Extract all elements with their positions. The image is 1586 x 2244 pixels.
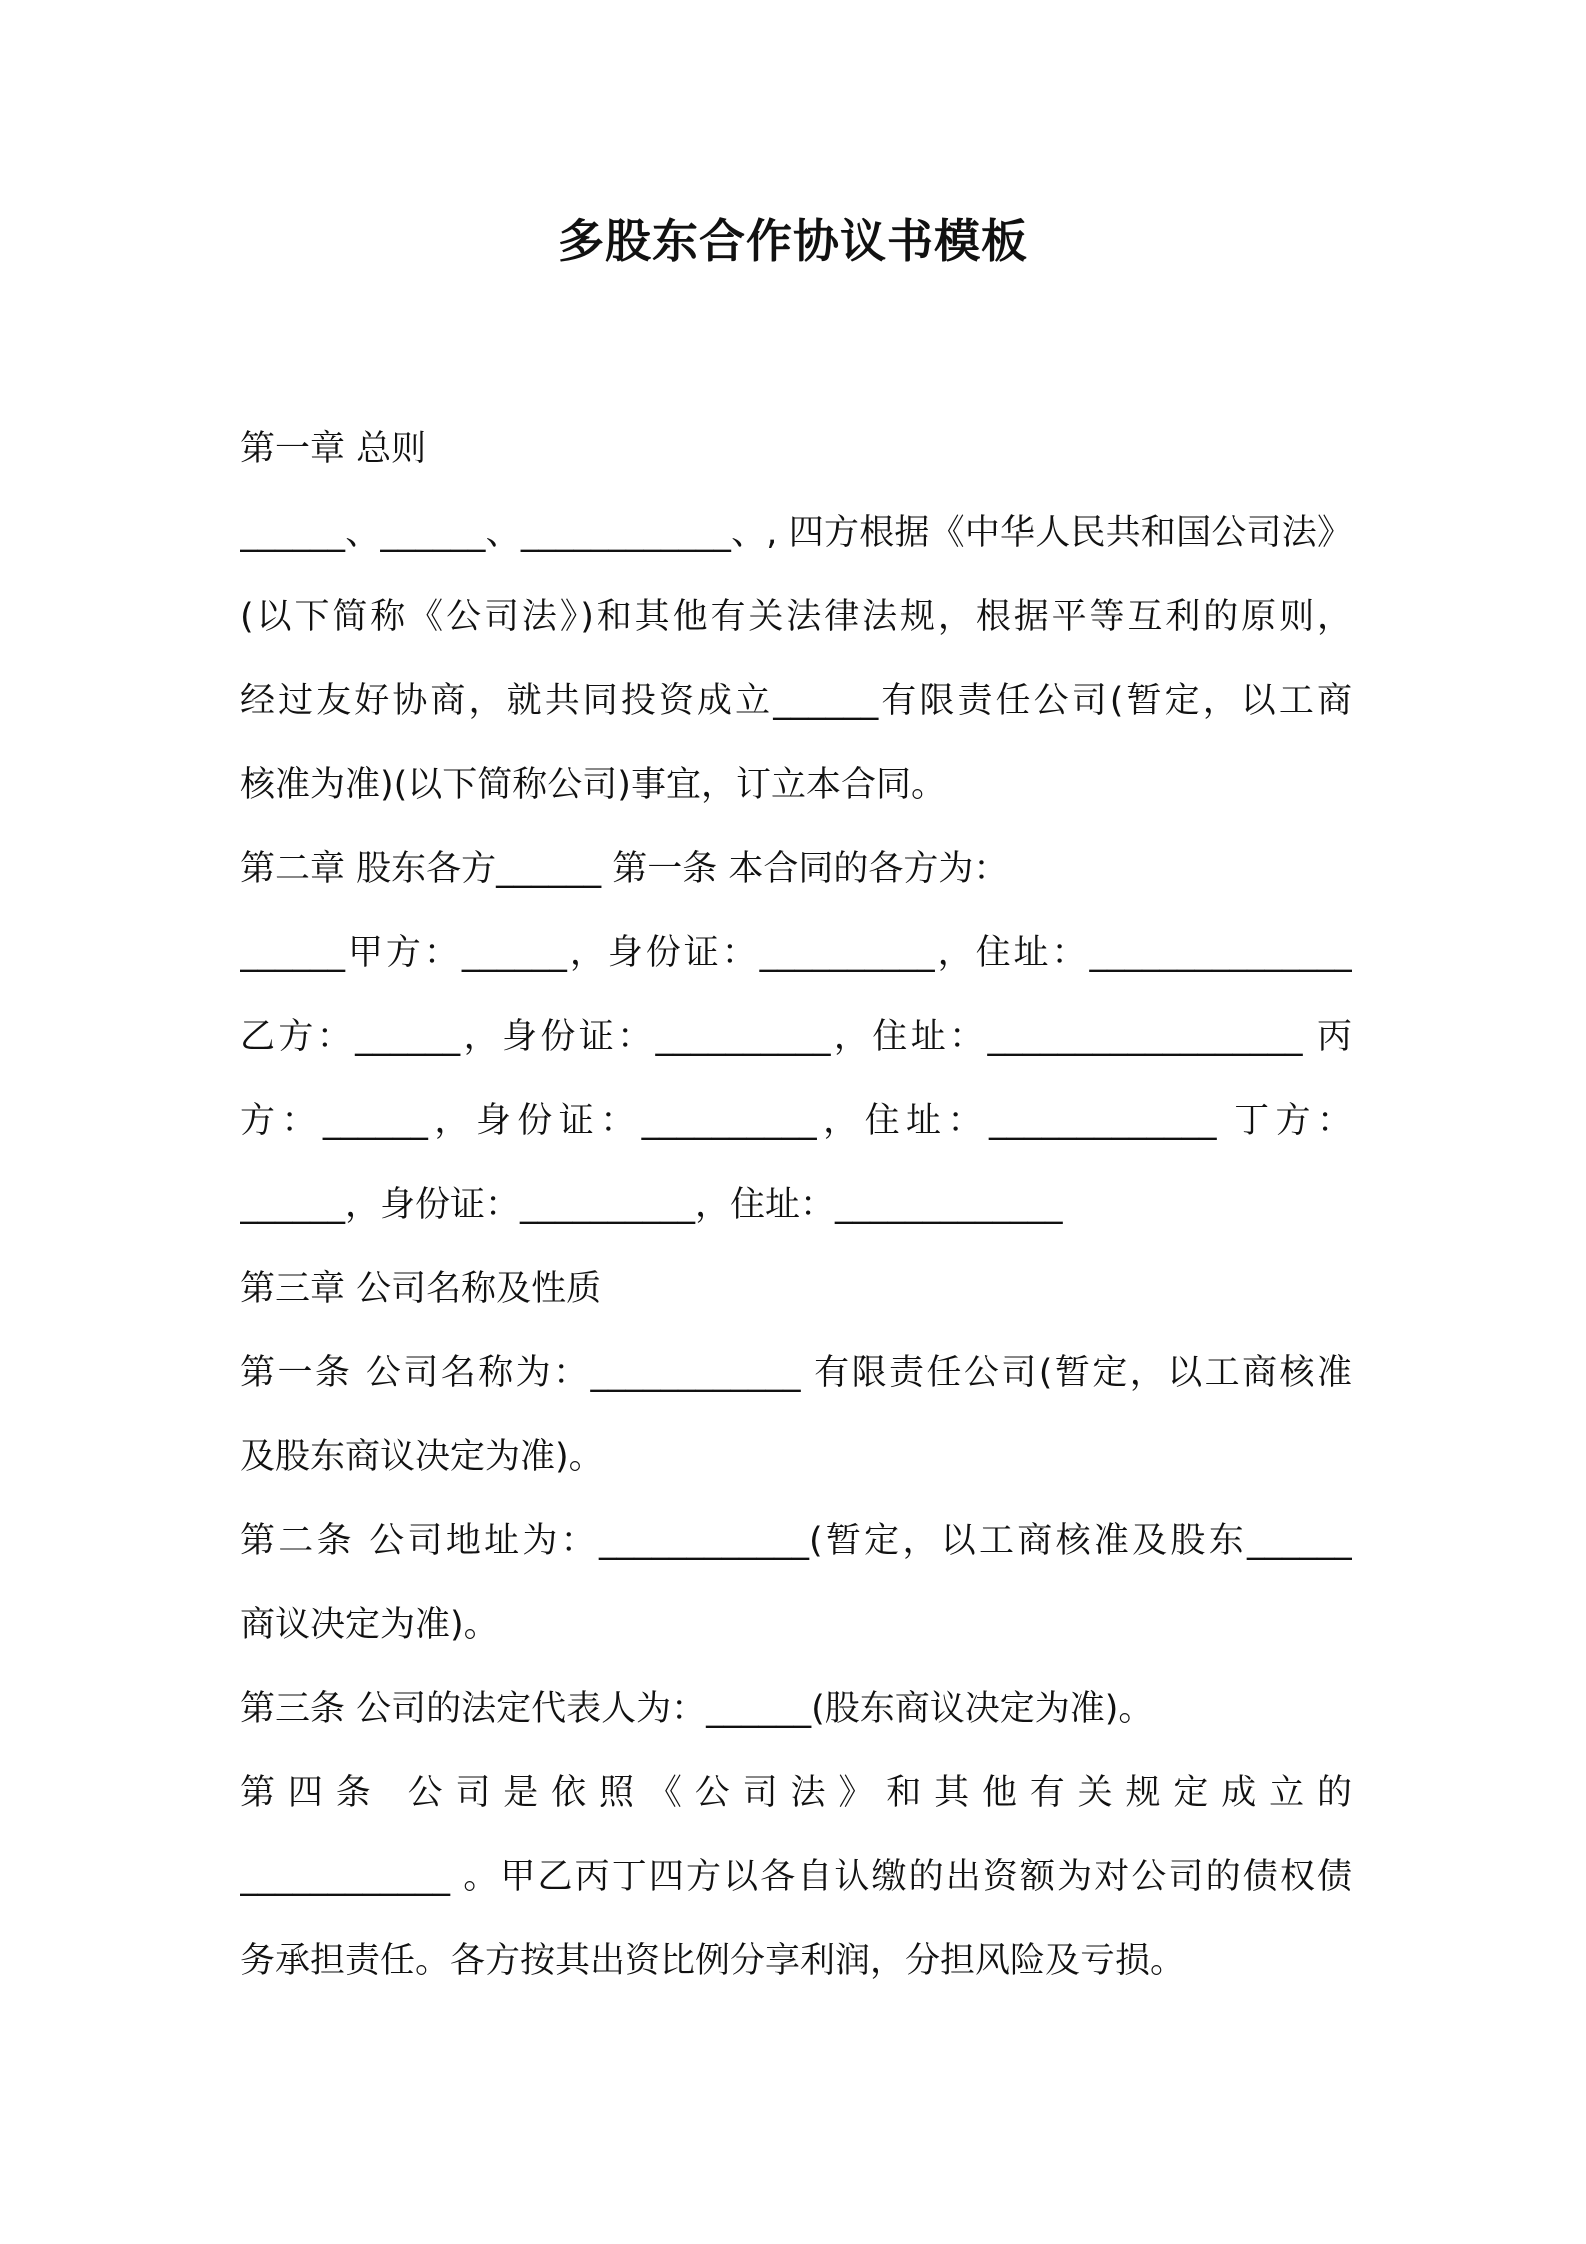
paragraph-line: ______，身份证：__________，住址：_____________ [240, 1185, 1063, 1225]
paragraph-line: 核准为准)(以下简称公司)事宜，订立本合同。 [240, 765, 946, 805]
paragraph-line: ____________ 。甲乙丙丁四方以各自认缴的出资额为对公司的债权债 [240, 1857, 1352, 1897]
paragraph-line: 第三条 公司的法定代表人为：______(股东商议决定为准)。 [240, 1689, 1154, 1729]
document-title: 多股东合作协议书模板 [558, 214, 1028, 268]
paragraph-line: 乙方：______，身份证：__________，住址：__________________ 丙 [240, 1017, 1352, 1057]
chapter-heading: 第三章 公司名称及性质 [240, 1269, 602, 1309]
paragraph-line: 务承担责任。各方按其出资比例分享利润，分担风险及亏损。 [240, 1941, 1186, 1981]
paragraph-line: ______甲方：______，身份证：__________，住址：_______________ [240, 933, 1352, 973]
paragraph-line: 商议决定为准)。 [240, 1605, 499, 1645]
chapter-heading: 第一章 总则 [240, 429, 427, 469]
paragraph-line: 第四条 公司是依照《公司法》和其他有关规定成立的 [240, 1773, 1352, 1813]
paragraph-line: 方：______，身份证：__________，住址：_____________ 丁方： [240, 1101, 1352, 1141]
paragraph-line: 第一条 公司名称为：____________ 有限责任公司(暂定，以工商核准 [240, 1353, 1352, 1393]
paragraph-line: 及股东商议决定为准)。 [240, 1437, 604, 1477]
paragraph-line: ______、______、____________、, 四方根据《中华人民共和国公司法》 [240, 513, 1352, 553]
paragraph-line: 第二条 公司地址为：____________(暂定，以工商核准及股东______ [240, 1521, 1352, 1561]
document-body [240, 407, 1352, 2003]
paragraph-line: 经过友好协商，就共同投资成立______有限责任公司(暂定，以工商 [240, 681, 1352, 721]
chapter-heading: 第二章 股东各方______ 第一条 本合同的各方为： [240, 849, 1009, 889]
paragraph-line: (以下简称《公司法》)和其他有关法律法规，根据平等互利的原则， [240, 597, 1352, 637]
